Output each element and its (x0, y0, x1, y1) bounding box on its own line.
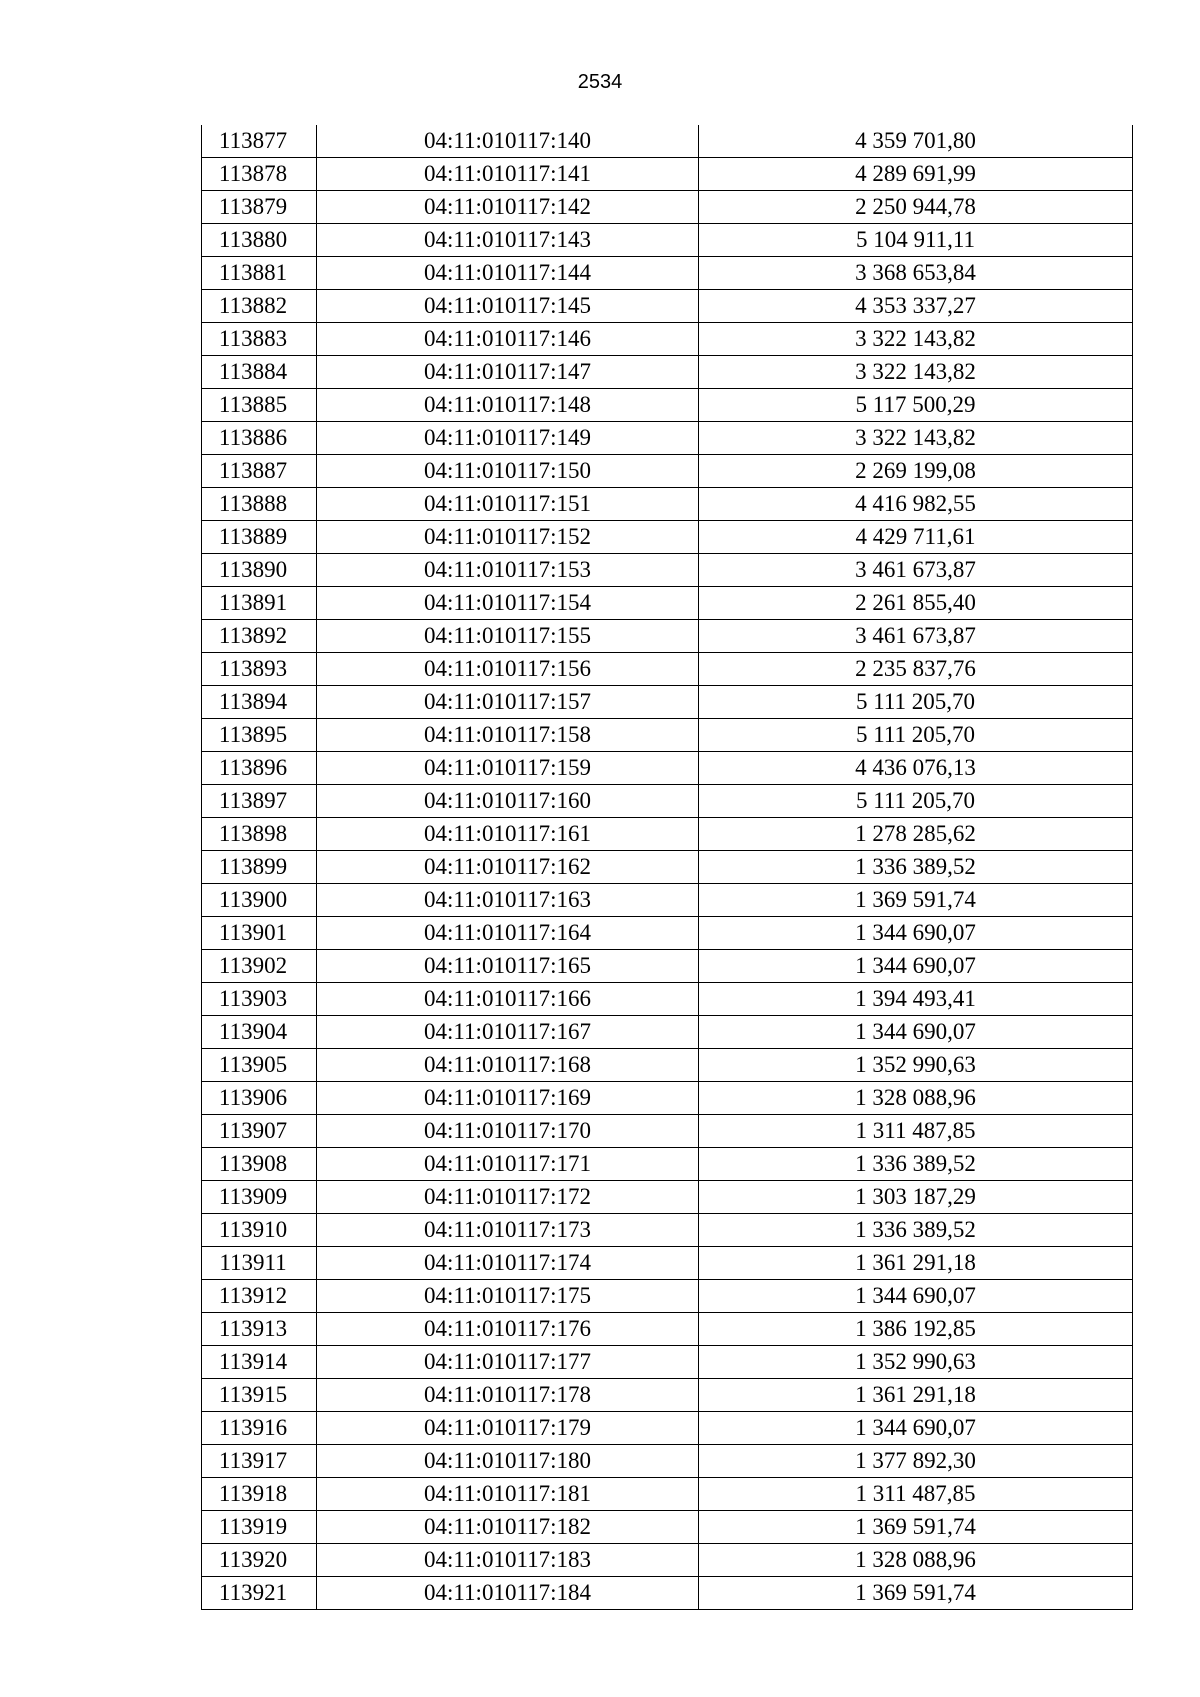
cadastral-number-cell: 04:11:010117:179 (317, 1412, 699, 1445)
row-number-cell: 113910 (202, 1214, 317, 1247)
row-number-cell: 113920 (202, 1544, 317, 1577)
cadastral-number-cell: 04:11:010117:163 (317, 884, 699, 917)
cadastral-number-cell: 04:11:010117:161 (317, 818, 699, 851)
cost-value-cell: 3 368 653,84 (699, 257, 1133, 290)
cost-value-cell: 1 361 291,18 (699, 1247, 1133, 1280)
cost-value-cell: 1 336 389,52 (699, 851, 1133, 884)
table-row (202, 1412, 1133, 1445)
cost-value-cell: 3 461 673,87 (699, 554, 1133, 587)
row-number-cell: 113889 (202, 521, 317, 554)
cost-value-cell: 1 377 892,30 (699, 1445, 1133, 1478)
cost-value-cell: 1 311 487,85 (699, 1478, 1133, 1511)
table-row (202, 1049, 1133, 1082)
cost-value-cell: 2 250 944,78 (699, 191, 1133, 224)
row-number-cell: 113921 (202, 1577, 317, 1610)
cadastral-number-cell: 04:11:010117:167 (317, 1016, 699, 1049)
cadastral-number-cell: 04:11:010117:158 (317, 719, 699, 752)
cadastral-number-cell: 04:11:010117:155 (317, 620, 699, 653)
row-number-cell: 113900 (202, 884, 317, 917)
table-row (202, 1082, 1133, 1115)
row-number-cell: 113911 (202, 1247, 317, 1280)
row-number-cell: 113897 (202, 785, 317, 818)
table-row (202, 224, 1133, 257)
cost-value-cell: 1 344 690,07 (699, 1412, 1133, 1445)
table-row (202, 950, 1133, 983)
cadastral-number-cell: 04:11:010117:180 (317, 1445, 699, 1478)
table-row (202, 257, 1133, 290)
cost-value-cell: 2 269 199,08 (699, 455, 1133, 488)
row-number-cell: 113887 (202, 455, 317, 488)
table-body (202, 125, 1133, 1610)
cost-value-cell: 1 394 493,41 (699, 983, 1133, 1016)
table-row (202, 389, 1133, 422)
cadastral-number-cell: 04:11:010117:183 (317, 1544, 699, 1577)
row-number-cell: 113913 (202, 1313, 317, 1346)
table-row (202, 1577, 1133, 1610)
table-row (202, 587, 1133, 620)
cadastral-number-cell: 04:11:010117:148 (317, 389, 699, 422)
table-row (202, 1181, 1133, 1214)
table-row (202, 356, 1133, 389)
row-number-cell: 113878 (202, 158, 317, 191)
table-row (202, 785, 1133, 818)
table-row (202, 851, 1133, 884)
cadastral-number-cell: 04:11:010117:165 (317, 950, 699, 983)
row-number-cell: 113881 (202, 257, 317, 290)
table-row (202, 422, 1133, 455)
cadastral-number-cell: 04:11:010117:175 (317, 1280, 699, 1313)
cadastral-number-cell: 04:11:010117:177 (317, 1346, 699, 1379)
cadastral-number-cell: 04:11:010117:152 (317, 521, 699, 554)
cadastral-number-cell: 04:11:010117:159 (317, 752, 699, 785)
cost-value-cell: 1 344 690,07 (699, 950, 1133, 983)
cost-value-cell: 1 336 389,52 (699, 1214, 1133, 1247)
row-number-cell: 113886 (202, 422, 317, 455)
table-row (202, 752, 1133, 785)
cost-value-cell: 1 303 187,29 (699, 1181, 1133, 1214)
cadastral-number-cell: 04:11:010117:142 (317, 191, 699, 224)
cost-value-cell: 1 386 192,85 (699, 1313, 1133, 1346)
cost-value-cell: 1 344 690,07 (699, 917, 1133, 950)
cadastral-number-cell: 04:11:010117:182 (317, 1511, 699, 1544)
row-number-cell: 113919 (202, 1511, 317, 1544)
cadastral-number-cell: 04:11:010117:160 (317, 785, 699, 818)
row-number-cell: 113892 (202, 620, 317, 653)
table-row (202, 1313, 1133, 1346)
cost-value-cell: 4 436 076,13 (699, 752, 1133, 785)
cadastral-number-cell: 04:11:010117:141 (317, 158, 699, 191)
cost-value-cell: 5 111 205,70 (699, 686, 1133, 719)
cadastral-number-cell: 04:11:010117:181 (317, 1478, 699, 1511)
cost-value-cell: 1 278 285,62 (699, 818, 1133, 851)
table-row (202, 1214, 1133, 1247)
row-number-cell: 113903 (202, 983, 317, 1016)
table-row (202, 719, 1133, 752)
row-number-cell: 113901 (202, 917, 317, 950)
cadastral-number-cell: 04:11:010117:168 (317, 1049, 699, 1082)
cadastral-number-cell: 04:11:010117:174 (317, 1247, 699, 1280)
cadastral-number-cell: 04:11:010117:178 (317, 1379, 699, 1412)
row-number-cell: 113884 (202, 356, 317, 389)
row-number-cell: 113893 (202, 653, 317, 686)
cost-value-cell: 5 111 205,70 (699, 785, 1133, 818)
table-row (202, 686, 1133, 719)
cadastral-number-cell: 04:11:010117:154 (317, 587, 699, 620)
row-number-cell: 113890 (202, 554, 317, 587)
table-row (202, 1478, 1133, 1511)
cost-value-cell: 1 369 591,74 (699, 1511, 1133, 1544)
row-number-cell: 113904 (202, 1016, 317, 1049)
table-row (202, 620, 1133, 653)
table-row (202, 1379, 1133, 1412)
table-row (202, 917, 1133, 950)
cost-value-cell: 1 369 591,74 (699, 1577, 1133, 1610)
table-row (202, 1346, 1133, 1379)
table-row (202, 1544, 1133, 1577)
cadastral-number-cell: 04:11:010117:146 (317, 323, 699, 356)
cost-value-cell: 4 289 691,99 (699, 158, 1133, 191)
row-number-cell: 113912 (202, 1280, 317, 1313)
row-number-cell: 113882 (202, 290, 317, 323)
page-number: 2534 (577, 71, 623, 93)
table-row (202, 323, 1133, 356)
table-row (202, 1445, 1133, 1478)
cadastral-number-cell: 04:11:010117:170 (317, 1115, 699, 1148)
cost-value-cell: 3 322 143,82 (699, 422, 1133, 455)
row-number-cell: 113898 (202, 818, 317, 851)
row-number-cell: 113915 (202, 1379, 317, 1412)
row-number-cell: 113909 (202, 1181, 317, 1214)
table-row (202, 554, 1133, 587)
table-row (202, 488, 1133, 521)
cost-value-cell: 3 322 143,82 (699, 323, 1133, 356)
cadastral-number-cell: 04:11:010117:156 (317, 653, 699, 686)
cost-value-cell: 1 311 487,85 (699, 1115, 1133, 1148)
row-number-cell: 113906 (202, 1082, 317, 1115)
cost-value-cell: 5 111 205,70 (699, 719, 1133, 752)
cost-value-cell: 1 328 088,96 (699, 1544, 1133, 1577)
cost-value-cell: 1 344 690,07 (699, 1016, 1133, 1049)
table-row (202, 1247, 1133, 1280)
cadastral-number-cell: 04:11:010117:172 (317, 1181, 699, 1214)
table-row (202, 1115, 1133, 1148)
table-row (202, 290, 1133, 323)
cadastral-number-cell: 04:11:010117:173 (317, 1214, 699, 1247)
cost-value-cell: 1 336 389,52 (699, 1148, 1133, 1181)
cadastral-number-cell: 04:11:010117:171 (317, 1148, 699, 1181)
cadastral-number-cell: 04:11:010117:169 (317, 1082, 699, 1115)
cost-value-cell: 5 104 911,11 (699, 224, 1133, 257)
row-number-cell: 113902 (202, 950, 317, 983)
row-number-cell: 113880 (202, 224, 317, 257)
data-table-container (201, 125, 1132, 1610)
cost-value-cell: 1 352 990,63 (699, 1346, 1133, 1379)
row-number-cell: 113885 (202, 389, 317, 422)
row-number-cell: 113888 (202, 488, 317, 521)
cadastral-number-cell: 04:11:010117:143 (317, 224, 699, 257)
row-number-cell: 113918 (202, 1478, 317, 1511)
cadastral-number-cell: 04:11:010117:145 (317, 290, 699, 323)
row-number-cell: 113905 (202, 1049, 317, 1082)
table-row (202, 1511, 1133, 1544)
row-number-cell: 113899 (202, 851, 317, 884)
cadastral-number-cell: 04:11:010117:147 (317, 356, 699, 389)
row-number-cell: 113914 (202, 1346, 317, 1379)
row-number-cell: 113877 (202, 125, 317, 158)
table-row (202, 884, 1133, 917)
row-number-cell: 113908 (202, 1148, 317, 1181)
table-row (202, 125, 1133, 158)
row-number-cell: 113883 (202, 323, 317, 356)
cadastral-number-cell: 04:11:010117:157 (317, 686, 699, 719)
cost-value-cell: 1 344 690,07 (699, 1280, 1133, 1313)
cost-value-cell: 5 117 500,29 (699, 389, 1133, 422)
cadastral-number-cell: 04:11:010117:149 (317, 422, 699, 455)
table-row (202, 158, 1133, 191)
row-number-cell: 113916 (202, 1412, 317, 1445)
table-row (202, 1016, 1133, 1049)
row-number-cell: 113896 (202, 752, 317, 785)
cadastral-number-cell: 04:11:010117:162 (317, 851, 699, 884)
cost-value-cell: 1 328 088,96 (699, 1082, 1133, 1115)
table-row (202, 1148, 1133, 1181)
cadastral-number-cell: 04:11:010117:140 (317, 125, 699, 158)
cost-value-cell: 1 369 591,74 (699, 884, 1133, 917)
cadastral-number-cell: 04:11:010117:184 (317, 1577, 699, 1610)
cost-value-cell: 1 352 990,63 (699, 1049, 1133, 1082)
data-table (201, 125, 1133, 1610)
cadastral-number-cell: 04:11:010117:151 (317, 488, 699, 521)
cost-value-cell: 4 429 711,61 (699, 521, 1133, 554)
cost-value-cell: 4 359 701,80 (699, 125, 1133, 158)
table-row (202, 455, 1133, 488)
cadastral-number-cell: 04:11:010117:153 (317, 554, 699, 587)
cadastral-number-cell: 04:11:010117:144 (317, 257, 699, 290)
cost-value-cell: 2 261 855,40 (699, 587, 1133, 620)
table-row (202, 1280, 1133, 1313)
cost-value-cell: 2 235 837,76 (699, 653, 1133, 686)
row-number-cell: 113894 (202, 686, 317, 719)
cadastral-number-cell: 04:11:010117:166 (317, 983, 699, 1016)
cost-value-cell: 4 416 982,55 (699, 488, 1133, 521)
row-number-cell: 113907 (202, 1115, 317, 1148)
cadastral-number-cell: 04:11:010117:176 (317, 1313, 699, 1346)
cadastral-number-cell: 04:11:010117:150 (317, 455, 699, 488)
cost-value-cell: 1 361 291,18 (699, 1379, 1133, 1412)
table-row (202, 818, 1133, 851)
row-number-cell: 113879 (202, 191, 317, 224)
row-number-cell: 113895 (202, 719, 317, 752)
table-row (202, 191, 1133, 224)
table-row (202, 521, 1133, 554)
table-row (202, 983, 1133, 1016)
table-row (202, 653, 1133, 686)
cadastral-number-cell: 04:11:010117:164 (317, 917, 699, 950)
cost-value-cell: 3 461 673,87 (699, 620, 1133, 653)
cost-value-cell: 3 322 143,82 (699, 356, 1133, 389)
cost-value-cell: 4 353 337,27 (699, 290, 1133, 323)
row-number-cell: 113917 (202, 1445, 317, 1478)
row-number-cell: 113891 (202, 587, 317, 620)
